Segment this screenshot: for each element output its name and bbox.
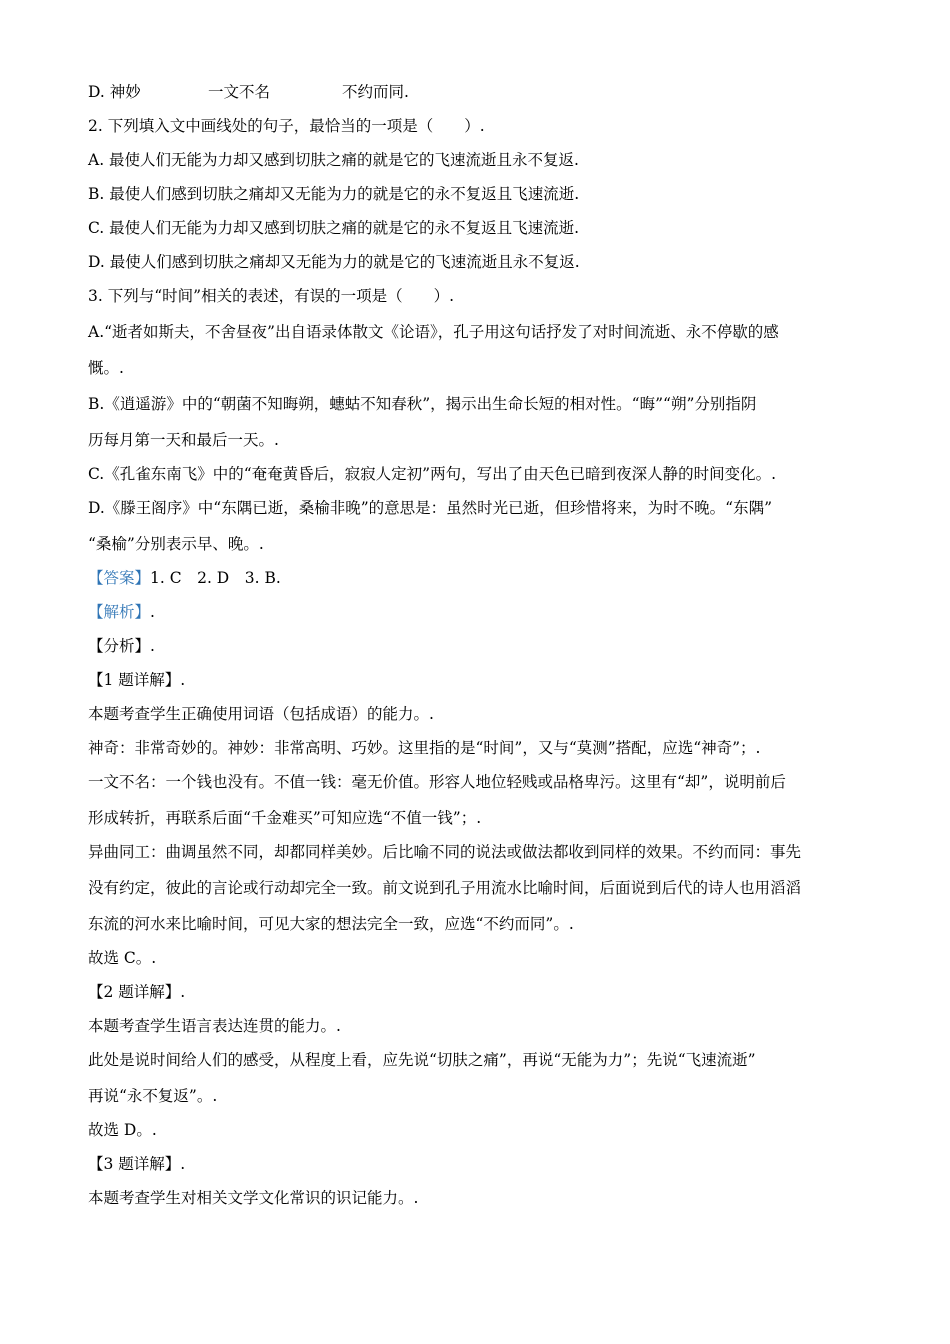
q3-detail-intro: 本题考查学生对相关文学文化常识的识记能力。. [88,1189,419,1207]
q2-option-d: D. 最使人们感到切肤之痛却又无能为力的就是它的飞速流逝且永不复返. [88,253,580,271]
q2-detail-heading: 【2 题详解】. [88,983,186,1001]
q1-detail-p1: 神奇：非常奇妙的。神妙：非常高明、巧妙。这里指的是“时间”，又与“莫测”搭配，应选“神奇”；. [88,739,761,757]
q2-option-a: A. 最使人们无能为力却又感到切肤之痛的就是它的飞速流逝且永不复返. [88,151,579,169]
q3-option-b: B.《逍遥游》中的“朝菌不知晦朔，蟪蛄不知春秋”，揭示出生命长短的相对性。“晦”“朔”分别指阴 [88,395,757,413]
q2-detail-p1: 此处是说时间给人们的感受，从程度上看，应先说“切肤之痛”，再说“无能为力”；先说“飞速流逝” [88,1051,756,1069]
q3-option-d-cont: “桑榆”分别表示早、晚。. [88,535,264,553]
q3-option-c: C.《孔雀东南飞》中的“奄奄黄昏后，寂寂人定初”两句，写出了由天色已暗到夜深人静的时间变化。. [88,465,777,483]
answer-label: 【答案】 [88,569,151,587]
question-2: 2. 下列填入文中画线处的句子，最恰当的一项是（ ）. [88,117,485,135]
q3-option-a-cont: 慨。. [88,359,124,377]
q1-detail-p2-cont: 形成转折，再联系后面“千金难买”可知应选“不值一钱”；. [88,809,482,827]
q3-option-d: D.《滕王阁序》中“东隅已逝，桑榆非晚”的意思是：虽然时光已逝，但珍惜将来，为时不晚。“东隅” [88,499,773,517]
q1-detail-p2: 一文不名：一个钱也没有。不值一钱：毫无价值。形容人地位轻贱或品格卑污。这里有“却”，说明前后 [88,773,786,791]
q3-option-b-cont: 历每月第一天和最后一天。. [88,431,279,449]
fenxi-heading: 【分析】. [88,637,155,655]
q1-choice: 故选 C。. [88,949,157,967]
q3-option-a: A.“逝者如斯夫，不舍昼夜”出自语录体散文《论语》，孔子用这句话抒发了对时间流逝、永不停歇的感 [88,323,779,341]
q1-detail-p3-cont: 没有约定，彼此的言论或行动却完全一致。前文说到孔子用流水比喻时间，后面说到后代的诗人也用滔滔 [88,879,802,897]
q2-detail-p1-cont: 再说“永不复返”。. [88,1087,218,1105]
q1-detail-intro: 本题考查学生正确使用词语（包括成语）的能力。. [88,705,434,723]
q1-detail-p3-cont2: 东流的河水来比喻时间，可见大家的想法完全一致，应选“不约而同”。. [88,915,574,933]
analysis-line: 【解析】. [88,603,155,621]
option-d-words: D. 神妙 一文不名 不约而同. [88,83,409,101]
q1-detail-p3: 异曲同工：曲调虽然不同，却都同样美妙。后比喻不同的说法或做法都收到同样的效果。不约而同：事先 [88,843,802,861]
question-3: 3. 下列与“时间”相关的表述，有误的一项是（ ）. [88,287,454,305]
q2-option-c: C. 最使人们无能为力却又感到切肤之痛的就是它的永不复返且飞速流逝. [88,219,580,237]
answer-text: 1. C 2. D 3. B. [150,569,281,587]
q1-detail-heading: 【1 题详解】. [88,671,186,689]
answer-line [88,568,868,588]
q2-option-b: B. 最使人们感到切肤之痛却又无能为力的就是它的永不复返且飞速流逝. [88,185,580,203]
q2-choice: 故选 D。. [88,1121,157,1139]
q2-detail-intro: 本题考查学生语言表达连贯的能力。. [88,1017,341,1035]
q3-detail-heading: 【3 题详解】. [88,1155,186,1173]
analysis-label: 【解析】 [88,603,151,621]
